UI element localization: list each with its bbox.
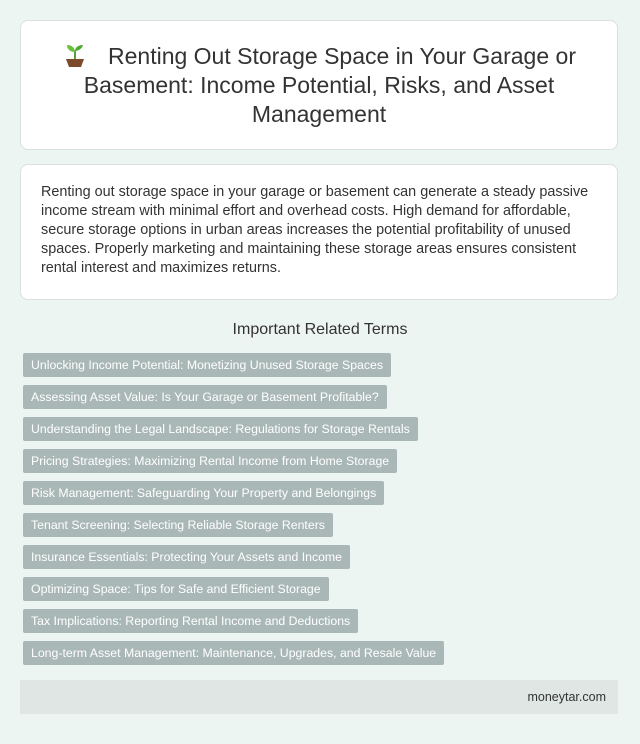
title-card	[20, 20, 618, 150]
footer-site-name: moneytar.com	[527, 690, 606, 704]
related-terms-list	[23, 353, 444, 673]
related-term-tag[interactable]: Risk Management: Safeguarding Your Property and Belongings	[23, 481, 384, 505]
summary-text: Renting out storage space in your garage or basement can generate a steady passive income stream with minimal effort and overhead costs. High demand for affordable, secure storage options in urban areas increases the potential profitability of unused spaces. Properly marketing and maintaining these storage areas ensures consistent rental interest and maximizes returns.	[41, 184, 589, 276]
related-term-tag[interactable]: Understanding the Legal Landscape: Regulations for Storage Rentals	[23, 417, 418, 441]
related-term-tag[interactable]: Tenant Screening: Selecting Reliable Storage Renters	[23, 513, 333, 537]
related-term-tag[interactable]: Assessing Asset Value: Is Your Garage or Basement Profitable?	[23, 385, 387, 409]
related-term-tag[interactable]: Tax Implications: Reporting Rental Income and Deductions	[23, 609, 358, 633]
related-term-tag[interactable]: Pricing Strategies: Maximizing Rental Income from Home Storage	[23, 449, 397, 473]
sprout-icon	[62, 43, 88, 67]
related-term-tag[interactable]: Insurance Essentials: Protecting Your Assets and Income	[23, 545, 350, 569]
related-term-tag[interactable]: Optimizing Space: Tips for Safe and Efficient Storage	[23, 577, 329, 601]
footer	[20, 680, 618, 714]
summary-card	[20, 164, 618, 300]
related-term-tag[interactable]: Long-term Asset Management: Maintenance, Upgrades, and Resale Value	[23, 641, 444, 665]
page-title	[59, 42, 579, 129]
page-title-text: Renting Out Storage Space in Your Garage or Basement: Income Potential, Risks, and Asset Management	[83, 42, 576, 127]
related-term-tag[interactable]: Unlocking Income Potential: Monetizing Unused Storage Spaces	[23, 353, 391, 377]
related-terms-heading: Important Related Terms	[232, 321, 408, 338]
